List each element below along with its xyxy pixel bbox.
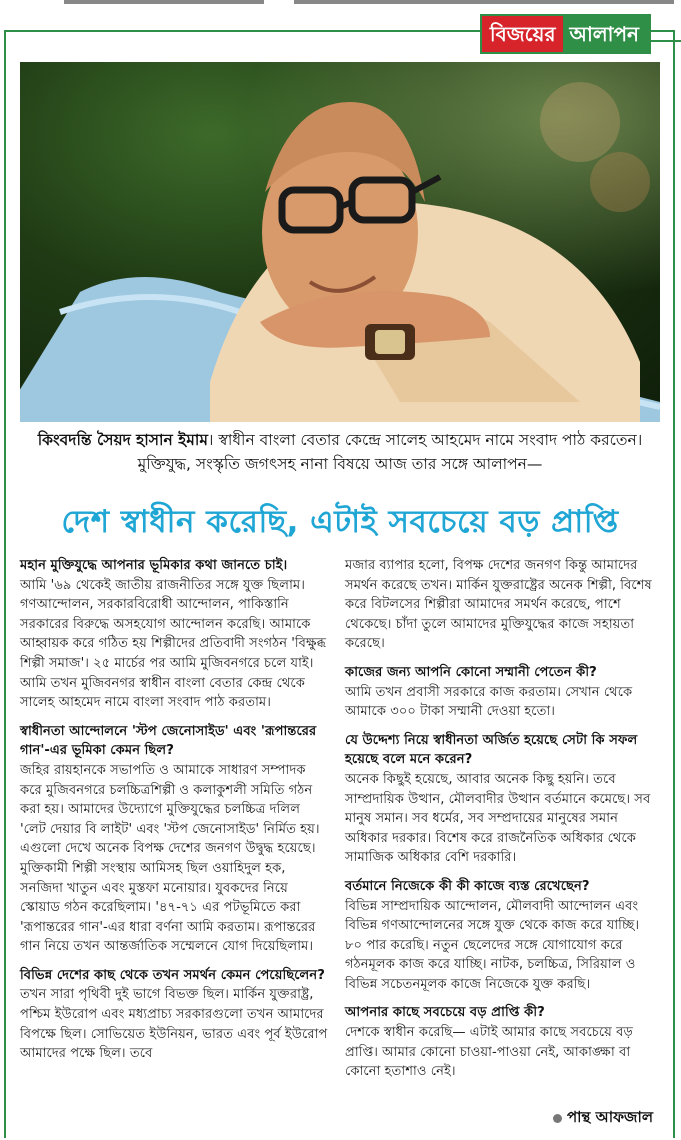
byline: [553, 1106, 653, 1131]
answer: বিভিন্ন সাম্প্রদায়িক আন্দোলন, মৌলবাদী আন্দোলন এবং বিভিন্ন গণআন্দোলনের সঙ্গে যুক্ত থেকে কাজ করে যাচ্ছি। ৮০ পার করেছি। নতুন ছেলেদের সঙ্গে যোগাযোগ করে গঠনমূলক কাজ করে যাচ্ছি। নাটক, চলচ্চিত্র, সিরিয়াল ও বিভিন্ন সচেতনমূলক কাজে নিজেকে যুক্ত করছি।: [345, 898, 640, 992]
question: স্বাধীনতা আন্দোলনে 'স্টপ জেনোসাইড' এবং 'রূপান্তরের গান'-এর ভূমিকা কেমন ছিল?: [20, 723, 317, 759]
top-rule-right: [294, 0, 674, 4]
question: কাজের জন্য আপনি কোনো সম্মানী পেতেন কী?: [345, 664, 597, 680]
question: আপনার কাছে সবচেয়ে বড় প্রাপ্তি কী?: [345, 1005, 545, 1021]
top-rule-left: [64, 0, 264, 4]
photo-caption: [20, 428, 660, 476]
answer: মজার ব্যাপার হলো, বিপক্ষ দেশের জনগণ কিন্তু আমাদের সমর্থন করেছে তখন। মার্কিন যুক্তরাষ্ট্রের অনেক শিল্পী, বিশেষ করে বিটলসের শিল্পীরা আমাদের সমর্থন করেছে, পাশে থেকেছে। চাঁদা তুলে আমাদের মুক্তিযুদ্ধের কাজে সহায়তা করেছে।: [345, 558, 652, 652]
question: বিভিন্ন দেশের কাছ থেকে তখন সমর্থন কেমন পেয়েছিলেন?: [20, 967, 325, 983]
question: বর্তমানে নিজেকে কী কী কাজে ব্যস্ত রেখেছেন?: [345, 878, 590, 894]
bullet-dot-icon: [553, 1114, 562, 1123]
left-column: [20, 556, 330, 1064]
badge-line: [651, 40, 681, 42]
answer: আমি '৬৯ থেকেই জাতীয় রাজনীতির সঙ্গে যুক্ত ছিলাম। গণআন্দোলন, সরকারবিরোধী আন্দোলন, পাকিস্তানি সরকারের বিরুদ্ধে অসহযোগ আন্দোলন করেছি। আমাকে আহ্বায়ক করে গঠিত হয় শিল্পীদের প্রতিবাদী সংগঠন 'বিক্ষুব্ধ শিল্পী সমাজ'। ২৫ মার্চের পর আমি মুজিবনগরে চলে যাই। আমি তখন মুজিবনগর স্বাধীন বাংলা বেতার কেন্দ্র থেকে সালেহ আহমেদ নামে বাংলা সংবাদ পাঠ করতাম।: [20, 577, 327, 711]
answer: দেশকে স্বাধীন করেছি— এটাই আমার কাছে সবচেয়ে বড় প্রাপ্তি। আমার কোনো চাওয়া-পাওয়া নেই, আকাঙ্ক্ষা বা কোনো হতাশাও নেই।: [345, 1025, 633, 1080]
section-badge: [480, 14, 651, 54]
author-name: পান্থ আফজাল: [566, 1108, 653, 1126]
answer: অনেক কিছুই হয়েছে, আবার অনেক কিছু হয়নি। তবে সাম্প্রদায়িক উত্থান, মৌলবাদীর উত্থান বর্তমানে কমেছে। সব মানুষ সমান। সব ধর্মের, সব সম্প্রদায়ের মানুষের সমান অধিকার দরকার। বিশেষ করে রাজনৈতিক অধিকার থেকে সামাজিক অধিকার বেশি দরকারি।: [345, 771, 651, 866]
answer: তখন সারা পৃথিবী দুই ভাগে বিভক্ত ছিল। মার্কিন যুক্তরাষ্ট্র, পশ্চিম ইউরোপ এবং মধ্যপ্রাচ্য সরকারগুলো তখন আমাদের বিপক্ষে ছিল। সোভিয়েত ইউনিয়ন, ভারত এবং পূর্ব ইউরোপ আমাদের পক্ষে ছিল। তবে: [20, 987, 328, 1062]
badge-part-2: আলাপন: [563, 16, 649, 52]
right-column: [345, 556, 660, 1082]
question: মহান মুক্তিযুদ্ধে আপনার ভূমিকার কথা জানতে চাই।: [20, 558, 288, 573]
answer: জহির রায়হানকে সভাপতি ও আমাকে সাধারণ সম্পাদক করে মুজিবনগরে চলচ্চিত্রশিল্পী ও কলাকুশলী সমিতি গঠন করা হয়। আমাদের উদ্যোগে মুক্তিযুদ্ধের চলচ্চিত্র দলিল 'লেট দেয়ার বি লাইট' এবং 'স্টপ জেনোসাইড' নির্মিত হয়। এগুলো দেখে অনেক বিপক্ষ দেশের জনগণ উদ্বুদ্ধ হয়েছে। মুক্তিকামী শিল্পী সংস্থায় আমিসহ ছিল ওয়াহিদুল হক, সনজিদা খাতুন এবং মুস্তফা মনোয়ার। যুবকদের নিয়ে স্কোয়াড গঠন করেছিলাম। '৪৭-৭১ এর পটভূমিতে করা 'রূপান্তরের গান'-এর ধারা বর্ণনা আমি করতাম। রূপান্তরের গান নিয়ে তখন আন্তর্জাতিক সম্মেলনে যোগ দিয়েছিলাম।: [20, 762, 320, 955]
caption-name: কিংবদন্তি সৈয়দ হাসান ইমাম: [37, 431, 208, 449]
badge-part-1: বিজয়ের: [482, 16, 564, 52]
caption-text: । স্বাধীন বাংলা বেতার কেন্দ্রে সালেহ আহমেদ নামে সংবাদ পাঠ করতেন। মুক্তিযুদ্ধ, সংস্কৃতি জগৎসহ নানা বিষয়ে আজ তার সঙ্গে আলাপন—: [137, 431, 643, 473]
portrait-illustration: [20, 62, 660, 422]
answer: আমি তখন প্রবাসী সরকারে কাজ করতাম। সেখান থেকে আমাকে ৩০০ টাকা সম্মানী দেওয়া হতো।: [345, 684, 633, 720]
portrait-photo: [20, 62, 660, 422]
question: যে উদ্দেশ্য নিয়ে স্বাধীনতা অর্জিত হয়েছে সেটা কি সফল হয়েছে বলে মনে করেন?: [345, 732, 638, 768]
headline: দেশ স্বাধীন করেছি, এটাই সবচেয়ে বড় প্রাপ্তি: [61, 504, 619, 540]
